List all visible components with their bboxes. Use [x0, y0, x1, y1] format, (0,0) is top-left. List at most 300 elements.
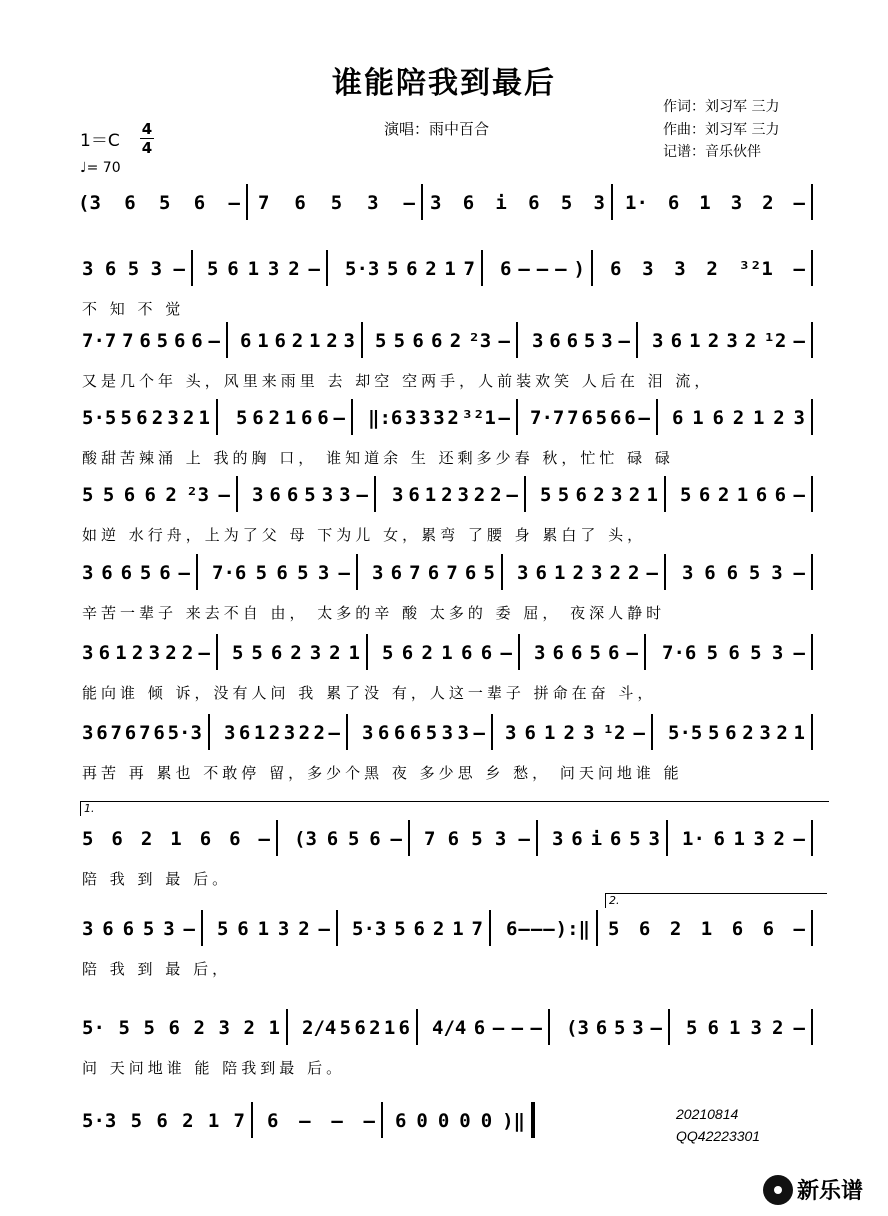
note-token: 5 [706, 642, 719, 664]
note-token: 3 [367, 192, 379, 214]
note-token: 2 [326, 330, 338, 352]
note-token: 7 [409, 562, 421, 584]
note-token: 2 [609, 562, 621, 584]
note-token: 2 [773, 828, 785, 850]
note-token: 6 [480, 642, 493, 664]
note-token: 5 [130, 1110, 143, 1132]
note-token: 1 [268, 1017, 280, 1039]
bar-line [811, 554, 813, 590]
date-stamp: 20210814 [676, 1106, 739, 1122]
note-token: 2 [313, 722, 325, 744]
note-token: 7 [446, 562, 458, 584]
note-token: – [626, 642, 638, 664]
note-token: 2 [243, 1017, 255, 1039]
note-token: 6 [762, 918, 775, 940]
note-token: 5 [613, 1017, 626, 1039]
transcriber-credit: 记谱：音乐伙伴 [663, 144, 761, 160]
note-token: 3 [642, 258, 654, 280]
note-token: 6 [267, 1110, 279, 1132]
note-token: 3 [148, 642, 161, 664]
note-token: 6 [193, 192, 206, 214]
note-token: 2 [182, 1110, 194, 1132]
measure [424, 826, 530, 852]
measure [368, 405, 510, 431]
note-token: 3 [218, 1017, 230, 1039]
note-token: 3 [317, 562, 330, 584]
notes-row [0, 640, 888, 670]
measure [82, 256, 185, 282]
measure [78, 190, 240, 216]
note-token: 1 [753, 407, 765, 429]
note-token: ‖:6 [368, 407, 403, 429]
note-token: 2 [762, 192, 774, 214]
note-token: 2 [773, 407, 785, 429]
measure [686, 1015, 805, 1041]
measure [532, 328, 630, 354]
bar-line [811, 250, 813, 286]
bar-line [351, 399, 353, 435]
note-token: 2 [288, 258, 300, 280]
note-token: 6 [713, 828, 725, 850]
note-token: 6 [575, 484, 587, 506]
note-token: 1 [544, 722, 556, 744]
measure [82, 826, 270, 852]
measure [608, 916, 805, 942]
note-token: 3 [534, 642, 546, 664]
note-token: 5 [339, 1017, 352, 1039]
measure [82, 720, 202, 746]
note-token: – [178, 562, 190, 584]
note-token: 5 [540, 484, 552, 506]
note-token: 5 [158, 192, 171, 214]
note-token: – [318, 918, 330, 940]
measure [82, 1108, 245, 1134]
note-token: 6 [638, 918, 651, 940]
note-token: 6 [153, 722, 165, 744]
note-token: 6 [447, 828, 460, 850]
note-token: 3 [433, 407, 445, 429]
note-token: 6 [124, 722, 137, 744]
bar-line [374, 476, 376, 512]
note-token: 6 [464, 562, 477, 584]
note-token: 2 [421, 642, 433, 664]
note-token: – [308, 258, 320, 280]
singer-credit: 演唱：雨中百合 [384, 120, 490, 138]
note-token: 6 [524, 722, 536, 744]
note-token: 7 [258, 192, 270, 214]
note-token: 6 [552, 642, 564, 664]
note-token: 3 [224, 722, 236, 744]
note-token: 6 [136, 407, 148, 429]
note-token: 4/4 [432, 1017, 467, 1039]
lyrics-line: 不 知 不 觉 [82, 300, 185, 318]
time-signature-top: 4 [141, 120, 153, 138]
note-token: 6 [728, 642, 740, 664]
note-token: – [530, 918, 543, 940]
measure [505, 720, 645, 746]
note-token: 3 [362, 722, 374, 744]
note-token: 6 [707, 1017, 719, 1039]
bar-line [591, 250, 593, 286]
bar-line [536, 820, 538, 856]
note-token: 1 [257, 918, 270, 940]
note-token: 6 [122, 918, 135, 940]
note-token: 6 [377, 722, 390, 744]
bar-line [481, 250, 483, 286]
note-token: 6 [123, 484, 136, 506]
note-token: 1 [115, 642, 127, 664]
measure [566, 1015, 662, 1041]
note-token: 1 [733, 828, 745, 850]
note-token: 6 [461, 642, 473, 664]
bar-line [811, 910, 813, 946]
note-token: 5 [750, 642, 762, 664]
note-token: – [793, 1017, 805, 1039]
note-token: – [793, 258, 805, 280]
bar-line [201, 910, 203, 946]
qq-contact: QQ42223301 [676, 1128, 761, 1144]
note-token: 6 [227, 258, 239, 280]
bar-line [666, 820, 668, 856]
bar-line [226, 322, 228, 358]
note-token: 2 [165, 484, 177, 506]
notes-row [0, 482, 888, 512]
measure [352, 916, 483, 942]
bar-line [381, 1102, 383, 1138]
note-token: 5 [394, 918, 406, 940]
note-token: – [173, 258, 185, 280]
measure [530, 405, 650, 431]
note-token: 3 [793, 407, 805, 429]
note-token: i [590, 828, 603, 850]
note-token: 3 [405, 407, 417, 429]
note-token: 2 [717, 484, 730, 506]
measure [212, 560, 350, 586]
note-token: 2 [772, 1017, 784, 1039]
note-token: – [500, 642, 512, 664]
note-token: 7·6 [212, 562, 247, 584]
note-token: 2 [140, 828, 153, 850]
note-token: 6 [704, 562, 716, 584]
note-token: 3 [771, 642, 784, 664]
note-token: – [536, 258, 549, 280]
note-token: ):‖ [555, 918, 590, 940]
measure [517, 560, 658, 586]
note-token: 6 [276, 562, 288, 584]
bar-line [651, 714, 653, 750]
note-token: 3 [82, 918, 94, 940]
note-token: 5 [304, 484, 316, 506]
bar-line [251, 1102, 253, 1138]
note-token: 6 [408, 484, 420, 506]
bar-line [664, 476, 666, 512]
note-token: 6 [274, 330, 286, 352]
site-logo [763, 1174, 863, 1205]
note-token: 5·3 [167, 722, 202, 744]
note-token: – [511, 1017, 524, 1039]
measure [392, 482, 518, 508]
note-token: 3 [532, 330, 544, 352]
note-token: 3 [419, 407, 431, 429]
note-token: – [646, 562, 658, 584]
note-token: 2 [732, 407, 745, 429]
note-token: 1 [424, 484, 437, 506]
note-token: 5 [156, 330, 169, 352]
note-token: 5 [82, 484, 94, 506]
note-token: 2 [707, 330, 720, 352]
note-token: 6 [102, 918, 114, 940]
measure [534, 640, 638, 666]
note-token: – [218, 484, 230, 506]
note-token: 5 [629, 828, 641, 850]
note-token: – [492, 1017, 505, 1039]
bar-line [246, 184, 248, 220]
note-token: 6 [500, 258, 512, 280]
measure [82, 640, 210, 666]
note-token: 5 [595, 407, 608, 429]
note-token: 3 [632, 1017, 644, 1039]
lyrics-line: 陪 我 到 最 后。 [82, 870, 232, 888]
measure [240, 328, 355, 354]
measure [82, 1015, 280, 1041]
note-token: 2 [425, 258, 437, 280]
note-token: 2 [776, 722, 788, 744]
lyrics-line: 如逆 水行舟，上为了父 母 下为儿 女，累弯 了腰 身 累白了 头， [82, 526, 647, 544]
note-token: 6 [566, 330, 579, 352]
measure [662, 640, 805, 666]
note-token: 6 [168, 1017, 180, 1039]
note-token: 2/4 [302, 1017, 337, 1039]
note-token: – [473, 722, 485, 744]
notes-row [0, 405, 888, 435]
note-token: 2 [268, 722, 281, 744]
note-token: 7 [463, 258, 475, 280]
note-token: 3 [321, 484, 334, 506]
measure [82, 482, 230, 508]
note-token: 3 [163, 918, 175, 940]
note-token: 6 [240, 330, 252, 352]
note-token: 6 [301, 407, 313, 429]
note-token: 3 [611, 484, 623, 506]
note-token: 7 [567, 407, 579, 429]
bar-line [811, 1009, 813, 1045]
note-token: – [793, 828, 805, 850]
note-token: 5 [560, 192, 573, 214]
notes-row [0, 190, 888, 220]
note-token: 6 [624, 407, 636, 429]
note-token: 6 [269, 484, 281, 506]
note-token: 1 [284, 407, 297, 429]
note-token: 2 [447, 407, 459, 429]
note-token: – [338, 562, 350, 584]
note-token: – [390, 828, 402, 850]
bar-line [531, 1102, 535, 1138]
measure [372, 560, 495, 586]
note-token: 5 [680, 484, 692, 506]
measure [362, 720, 485, 746]
note-token: 2 [449, 330, 462, 352]
note-token: 3 [339, 484, 351, 506]
note-token: 5 [143, 1017, 155, 1039]
tempo-mark: ♩= 70 [80, 160, 121, 176]
note-token: ) [573, 258, 585, 280]
note-token: (3 [78, 192, 101, 214]
note-token: 7 [139, 722, 151, 744]
bar-line [491, 714, 493, 750]
note-token: 6 [409, 722, 422, 744]
note-token: 1· [682, 828, 705, 850]
note-token: 6 [506, 918, 518, 940]
note-token: 1 [253, 722, 266, 744]
note-token: 6 [191, 330, 203, 352]
note-token: 6 [395, 1110, 407, 1132]
note-token: 1 [348, 642, 360, 664]
note-token: 6 [98, 642, 111, 664]
note-token: 5 [255, 562, 268, 584]
note-token: 2 [742, 722, 754, 744]
note-token: 3 [652, 330, 664, 352]
bar-line [421, 184, 423, 220]
note-token: 5·5 [668, 722, 703, 744]
bar-line [644, 634, 646, 670]
first-ending-bracket [80, 801, 829, 816]
note-token: 5·3 [352, 918, 387, 940]
bar-line [811, 714, 813, 750]
note-token: 1 [441, 642, 453, 664]
note-token: 5 [347, 828, 360, 850]
measure [267, 1108, 375, 1134]
note-token: 6 [401, 642, 414, 664]
bar-line [518, 634, 520, 670]
note-token: 3 [283, 722, 296, 744]
note-token: 3 [267, 258, 280, 280]
note-token: 3 [505, 722, 517, 744]
lyrics-line: 陪 我 到 最 后， [82, 960, 232, 978]
note-token: 2 [131, 642, 144, 664]
note-token: 6 [581, 407, 593, 429]
note-token: 1 [452, 918, 464, 940]
note-token: 2 [298, 918, 310, 940]
note-token: 6 [755, 484, 768, 506]
note-token: 5 [251, 642, 263, 664]
note-token: 3 [730, 192, 743, 214]
note-token: – [555, 258, 567, 280]
note-token: 1 [646, 484, 658, 506]
notes-row [0, 560, 888, 590]
bar-line [811, 820, 813, 856]
note-token: 1 [383, 1017, 396, 1039]
note-token: 6 [571, 642, 583, 664]
note-token: 6 [238, 722, 251, 744]
note-token: 6 [698, 484, 711, 506]
bar-line [611, 184, 613, 220]
bar-line [336, 910, 338, 946]
note-token: 0 [480, 1110, 493, 1132]
measure [395, 1108, 525, 1134]
note-token: 6 [294, 192, 306, 214]
note-token: (3 [566, 1017, 589, 1039]
note-token: – [228, 192, 240, 214]
note-token: – [618, 330, 630, 352]
bar-line [326, 250, 328, 286]
note-token: 5 [217, 918, 229, 940]
note-token: i [495, 192, 507, 214]
lyrics-line: 能向谁 倾 诉，没有人问 我 累了没 有，人这一辈子 拼命在奋 斗， [82, 684, 657, 702]
note-token: 2 [744, 330, 757, 352]
note-token: – [498, 407, 510, 429]
note-token: 2 [268, 407, 280, 429]
note-token: 3 [759, 722, 771, 744]
note-token: 2 [473, 484, 486, 506]
note-token: – [299, 1110, 311, 1132]
time-signature [140, 120, 154, 157]
note-token: 2 [669, 918, 682, 940]
note-token: 6 [609, 828, 622, 850]
note-token: 6 [610, 258, 622, 280]
note-token: 3 [753, 828, 765, 850]
measure [302, 1015, 410, 1041]
note-token: 7 [110, 722, 122, 744]
bar-line [664, 554, 666, 590]
note-token: 3 [457, 484, 469, 506]
key-signature: 1＝C [80, 131, 120, 151]
note-token: 5 [583, 330, 596, 352]
note-token: 1 [700, 918, 713, 940]
note-token: – [331, 1110, 343, 1132]
note-token: 6 [670, 330, 683, 352]
note-token: 1 [793, 722, 805, 744]
note-token: 6 [731, 918, 744, 940]
note-token: 7·7 [530, 407, 565, 429]
measure [682, 560, 805, 586]
note-token: 7 [122, 330, 134, 352]
note-token: 3 [82, 258, 94, 280]
bar-line [196, 554, 198, 590]
measure [207, 256, 320, 282]
lyrics-line: 问 天问地谁 能 陪我到最 后。 [82, 1059, 346, 1077]
note-token: – [258, 828, 270, 850]
bar-line [276, 820, 278, 856]
note-token: 6 [111, 828, 123, 850]
note-token: 2 [290, 642, 302, 664]
logo-text: 新乐谱 [797, 1179, 864, 1204]
measure [345, 256, 475, 282]
note-token: 2 [628, 562, 640, 584]
note-token: 1 [444, 258, 456, 280]
note-token: 5 [425, 722, 438, 744]
note-token: 2 [181, 642, 194, 664]
lyricist-credit: 作词：刘习军 三力 [663, 99, 780, 115]
bar-line [356, 554, 358, 590]
note-token: – [518, 828, 530, 850]
note-token: – [333, 407, 345, 429]
note-token: – [518, 258, 530, 280]
bar-line [596, 910, 598, 946]
measure [294, 826, 402, 852]
note-token: 3 [82, 722, 94, 744]
note-token: ³²1 [461, 407, 496, 429]
note-token: 3 [583, 722, 595, 744]
note-token: 2 [165, 642, 177, 664]
measure [375, 328, 510, 354]
note-token: 1 [247, 258, 260, 280]
note-token: 6 [270, 642, 283, 664]
measure [552, 826, 660, 852]
note-token: 6 [317, 407, 329, 429]
note-token: 2 [432, 918, 445, 940]
measure [217, 916, 330, 942]
note-token: 3 [82, 562, 94, 584]
